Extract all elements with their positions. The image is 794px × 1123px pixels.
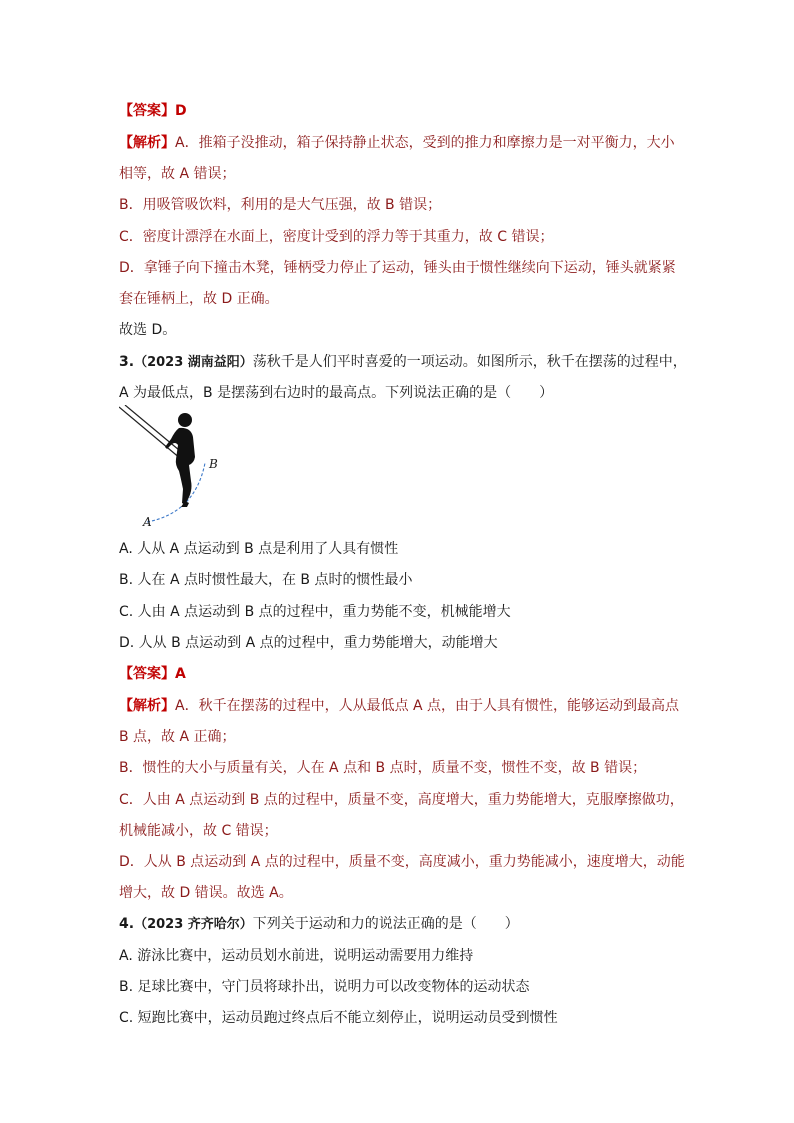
q3-option-d: D. 人从 B 点运动到 A 点的过程中，重力势能增大，动能增大 bbox=[119, 635, 498, 651]
q3-answer-line bbox=[119, 664, 679, 684]
q2-analysis-line-2: 相等，故 A 错误； bbox=[119, 166, 236, 182]
point-b-label: B bbox=[209, 457, 218, 471]
q3-source: （2023 湖南益阳） bbox=[134, 355, 253, 370]
swing-rope bbox=[119, 407, 181, 459]
analysis-text: A．推箱子没推动，箱子保持静止状态，受到的推力和摩擦力是一对平衡力，大小 bbox=[175, 135, 675, 151]
q3-option-a: A. 人从 A 点运动到 B 点是利用了人具有惯性 bbox=[119, 541, 399, 557]
analysis-text: A．秋千在摆荡的过程中，人从最低点 A 点，由于人具有惯性，能够运动到最高点 bbox=[175, 698, 680, 714]
q3-analysis-line-6: D．人从 B 点运动到 A 点的过程中，质量不变，高度减小，重力势能减小，速度增大，动能 bbox=[119, 854, 685, 870]
q3-option-b: B. 人在 A 点时惯性最大，在 B 点时的惯性最小 bbox=[119, 572, 413, 588]
q4-option-a: A. 游泳比赛中，运动员划水前进，说明运动需要用力维持 bbox=[119, 948, 474, 964]
motion-path bbox=[147, 463, 205, 522]
q3-stem-line-1 bbox=[119, 352, 687, 373]
q2-analysis-line-3: B．用吸管吸饮料，利用的是大气压强，故 B 错误； bbox=[119, 197, 442, 213]
q3-analysis-line-3: B．惯性的大小与质量有关，人在 A 点和 B 点时，质量不变，惯性不变，故 B 错误； bbox=[119, 760, 647, 776]
q4-number: 4. bbox=[119, 916, 135, 932]
q3-number: 3. bbox=[119, 354, 135, 370]
person-silhouette bbox=[165, 413, 195, 507]
q4-option-b: B. 足球比赛中，守门员将球扑出，说明力可以改变物体的运动状态 bbox=[119, 979, 530, 995]
q4-stem bbox=[119, 914, 679, 935]
answer-value: D bbox=[175, 103, 187, 119]
q2-analysis-line-6: 套在锤柄上，故 D 正确。 bbox=[119, 291, 279, 307]
analysis-tag: 【解析】 bbox=[119, 135, 175, 151]
q3-stem-text: 荡秋千是人们平时喜爱的一项运动。如图所示，秋千在摆荡的过程中， bbox=[252, 354, 687, 370]
q4-option-c: C. 短跑比赛中，运动员跑过终点后不能立刻停止，说明运动员受到惯性 bbox=[119, 1010, 558, 1026]
q2-analysis-line-5: D．拿锤子向下撞击木凳，锤柄受力停止了运动，锤头由于惯性继续向下运动，锤头就紧紧 bbox=[119, 260, 676, 276]
q2-analysis-line-1 bbox=[119, 133, 679, 153]
swing-rope bbox=[125, 405, 185, 455]
swing-figure bbox=[119, 405, 229, 530]
q3-analysis-line-2: B 点，故 A 正确； bbox=[119, 729, 236, 745]
answer-tag: 【答案】 bbox=[119, 666, 175, 682]
q4-stem-text: 下列关于运动和力的说法正确的是（ ） bbox=[252, 916, 519, 932]
q3-option-c: C. 人由 A 点运动到 B 点的过程中，重力势能不变，机械能增大 bbox=[119, 604, 511, 620]
q3-analysis-line-4: C．人由 A 点运动到 B 点的过程中，质量不变，高度增大，重力势能增大，克服摩擦做功， bbox=[119, 792, 684, 808]
q3-analysis-line-1 bbox=[119, 696, 679, 716]
q3-analysis-line-5: 机械能减小，故 C 错误； bbox=[119, 823, 278, 839]
q2-conclusion: 故选 D。 bbox=[119, 322, 177, 338]
answer-tag: 【答案】 bbox=[119, 103, 175, 119]
point-a-label: A bbox=[143, 515, 152, 529]
q4-source: （2023 齐齐哈尔） bbox=[134, 917, 253, 932]
q3-stem-line-2: A 为最低点，B 是摆荡到右边时的最高点。下列说法正确的是（ ） bbox=[119, 385, 554, 401]
q2-analysis-line-4: C．密度计漂浮在水面上，密度计受到的浮力等于其重力，故 C 错误； bbox=[119, 229, 554, 245]
analysis-tag: 【解析】 bbox=[119, 698, 175, 714]
q2-answer-line bbox=[119, 101, 679, 121]
answer-value: A bbox=[175, 666, 186, 682]
q3-analysis-line-7: 增大，故 D 错误。故选 A。 bbox=[119, 885, 293, 901]
